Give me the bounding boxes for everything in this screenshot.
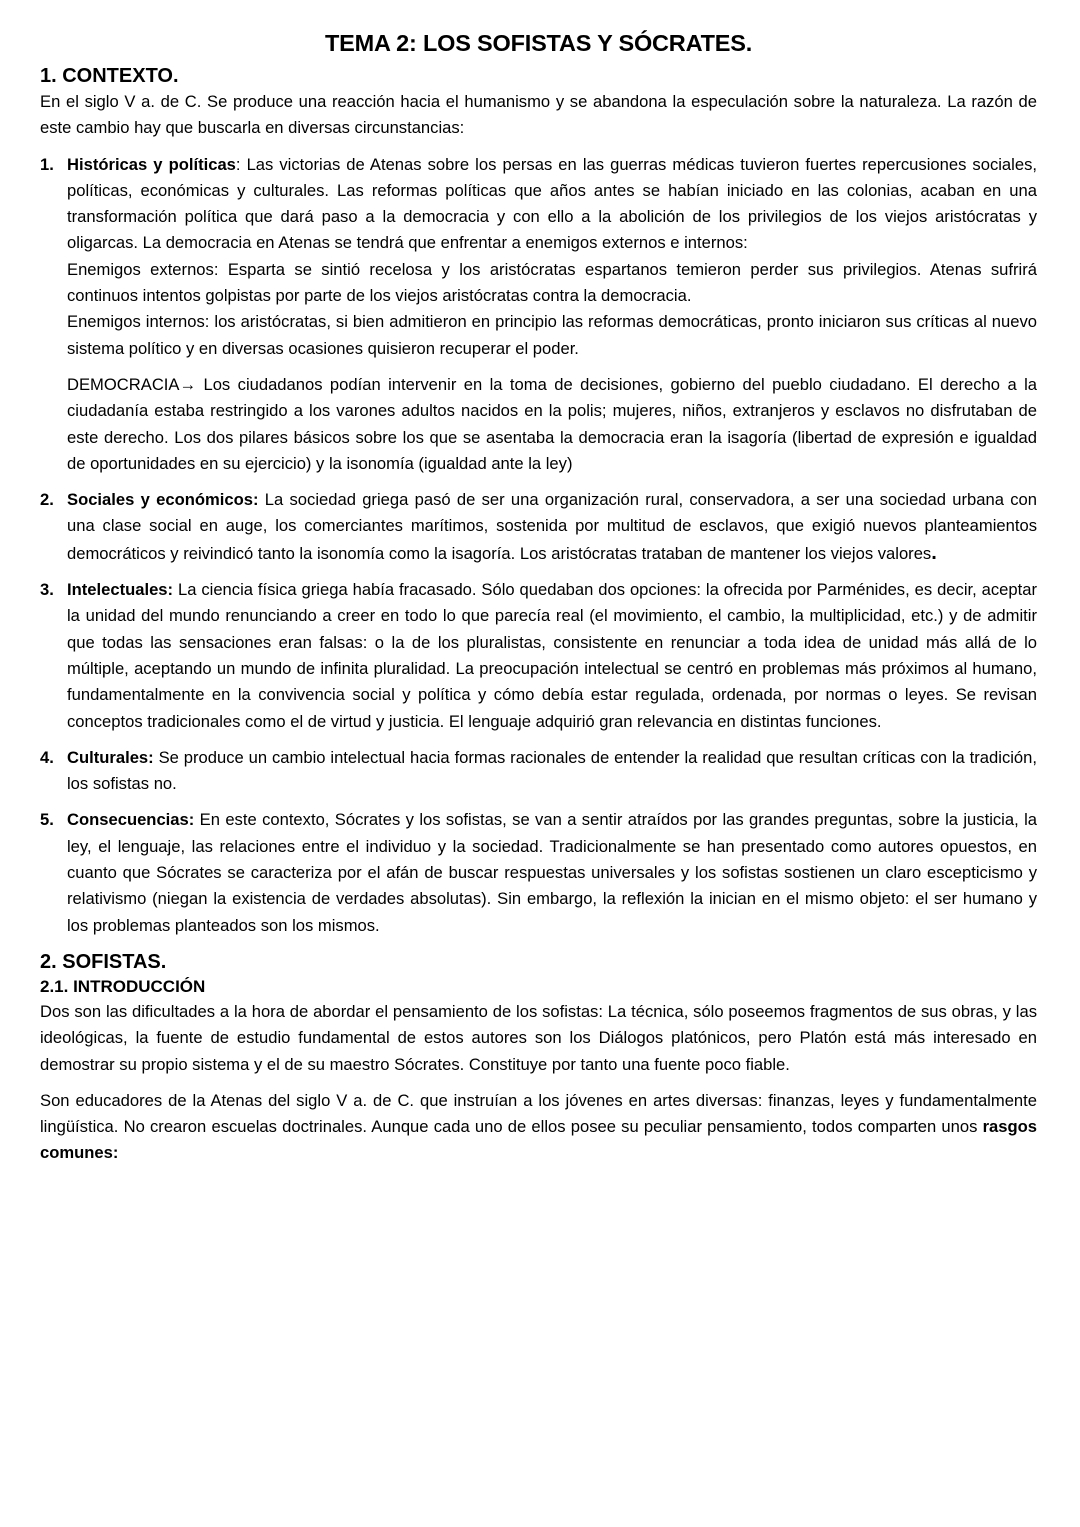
list-item-label: Históricas y políticas — [67, 154, 236, 174]
list-item-end-mark: . — [931, 541, 937, 564]
list-item — [40, 807, 1037, 938]
causes-list — [40, 152, 1037, 939]
document-page — [40, 30, 1037, 1167]
introduccion-paragraph-1: Dos son las dificultades a la hora de abordar el pensamiento de los sofistas: La técnica, sólo poseemos fragmentos de sus obras, y las ideológicas, la fuente de estudio fundamental de estos autores son los Diálogos platónicos, pero Platón está más interesado en demostrar su propio sistema y el de su maestro Sócrates. Constituye por tanto una fuente poco fiable. — [40, 1001, 1037, 1074]
list-item-text: La sociedad griega pasó de ser una organización rural, conservadora, a ser una sociedad urbana con una clase social en auge, los comerciantes marítimos, sostenida por multitud de esclavos, que exigió nuevos planteamientos democráticos y reivindicó tanto la isonomía como la isagoría. Los aristócratas trataban de mantener los viejos valores — [67, 490, 1037, 563]
list-item-number: 5. — [40, 810, 54, 830]
list-item-number: 1. — [40, 154, 54, 174]
list-item-text: En este contexto, Sócrates y los sofistas, se van a sentir atraídos por las grandes preguntas, sobre la justicia, la ley, el lenguaje, las relaciones entre el individuo y la sociedad. Tradicionalmente se han presentado como autores opuestos, en cuanto que Sócrates se caracteriza por el afán de buscar respuestas universales y los sofistas sostienen un claro escepticismo y relativismo (niegan la existencia de verdades absolutas). Sin embargo, la reflexión la inician en el mismo objeto: el ser humano y los problemas planteados son los mismos. — [67, 810, 1037, 935]
paragraph-text: Son educadores de la Atenas del siglo V a. de C. que instruían a los jóvenes en artes diversas: finanzas, leyes y fundamentalmente lingüística. No crearon escuelas doctrinales. Aunque cada uno de ellos posee su peculiar pensamiento, todos comparten unos — [40, 1090, 1037, 1137]
section-heading-contexto: 1. CONTEXTO. — [40, 65, 179, 87]
enemigos-internos-paragraph: Enemigos internos: los aristócratas, si bien admitieron en principio las reformas democráticas, pronto iniciaron sus críticas al nuevo sistema político y en diversas ocasiones quisieron recuperar el poder. — [67, 312, 1037, 358]
list-item-label: Culturales: — [67, 747, 154, 767]
enemigos-externos-paragraph: Enemigos externos: Esparta se sintió recelosa y los aristócratas espartanos temieron perder sus privilegios. Atenas sufrirá continuos intentos golpistas por parte de los viejos aristócratas contra la democracia. — [67, 259, 1037, 306]
subsection-heading-introduccion: 2.1. INTRODUCCIÓN — [40, 976, 206, 996]
list-item-label: Sociales y económicos: — [67, 490, 259, 510]
list-item-label: Intelectuales: — [67, 580, 174, 600]
democracia-paragraph: DEMOCRACIA→ Los ciudadanos podían intervenir en la toma de decisiones, gobierno del pueblo ciudadano. El derecho a la ciudadanía estaba restringido a los varones adultos nacidos en la polis; mujeres, niños, extranjeros y esclavos no disfrutaban de este derecho. Los dos pilares básicos sobre los que se asentaba la democracia eran la isagoría (libertad de expresión e igualdad de oportunidades en su ejercicio) y la isonomía (igualdad ante la ley) — [67, 374, 1037, 473]
section-heading-sofistas: 2. SOFISTAS. — [40, 950, 167, 973]
list-item-text: : Las victorias de Atenas sobre los persas en las guerras médicas tuvieron fuertes repercusiones sociales, políticas, económicas y culturales. Las reformas políticas que años antes se habían iniciado en las colonias, acaban en una transformación política que dará paso a la democracia y con ello a la abolición de los privilegios de los viejos aristócratas y oligarcas. La democracia en Atenas se tendrá que enfrentar a enemigos externos e internos: — [67, 154, 1037, 253]
page-title: TEMA 2: LOS SOFISTAS Y SÓCRATES. — [324, 30, 753, 56]
list-item — [40, 152, 1037, 478]
intro-paragraph: En el siglo V a. de C. Se produce una reacción hacia el humanismo y se abandona la especulación sobre la naturaleza. La razón de este cambio hay que buscarla en diversas circunstancias: — [40, 92, 1037, 138]
list-item-text: La ciencia física griega había fracasado. Sólo quedaban dos opciones: la ofrecida por Parménides, es decir, aceptar la unidad del mundo renunciando a creer en todo lo que parecía real (el movimiento, el cambio, la multiplicidad, etc.) y de admitir que todas las sensaciones eran falsas: o la de los pluralistas, consistente en renunciar a toda idea de unidad más allá de lo múltiple, aceptando un mundo de infinita pluralidad. La preocupación intelectual se centró en problemas más próximos al humano, fundamentalmente en la convivencia social y política y cómo debía estar regulada, ordenada, por normas o leyes. Se revisan conceptos tradicionales como el de virtud y justicia. El lenguaje adquirió gran relevancia en distintas funciones. — [67, 580, 1037, 731]
paragraph-end-colon: : — [112, 1143, 119, 1163]
list-item-number: 2. — [40, 490, 54, 510]
list-item-label: Consecuencias: — [67, 810, 195, 830]
list-item-number: 4. — [40, 747, 54, 767]
introduccion-paragraph-2 — [40, 1088, 1037, 1167]
list-item-text: Se produce un cambio intelectual hacia formas racionales de entender la realidad que resultan críticas con la tradición, los sofistas no. — [67, 747, 1037, 794]
list-item — [40, 487, 1037, 567]
rasgos-comunes-emphasis: rasgos comunes — [40, 1117, 1037, 1163]
list-item — [40, 745, 1037, 798]
list-item-number: 3. — [40, 580, 54, 600]
list-item — [40, 577, 1037, 735]
